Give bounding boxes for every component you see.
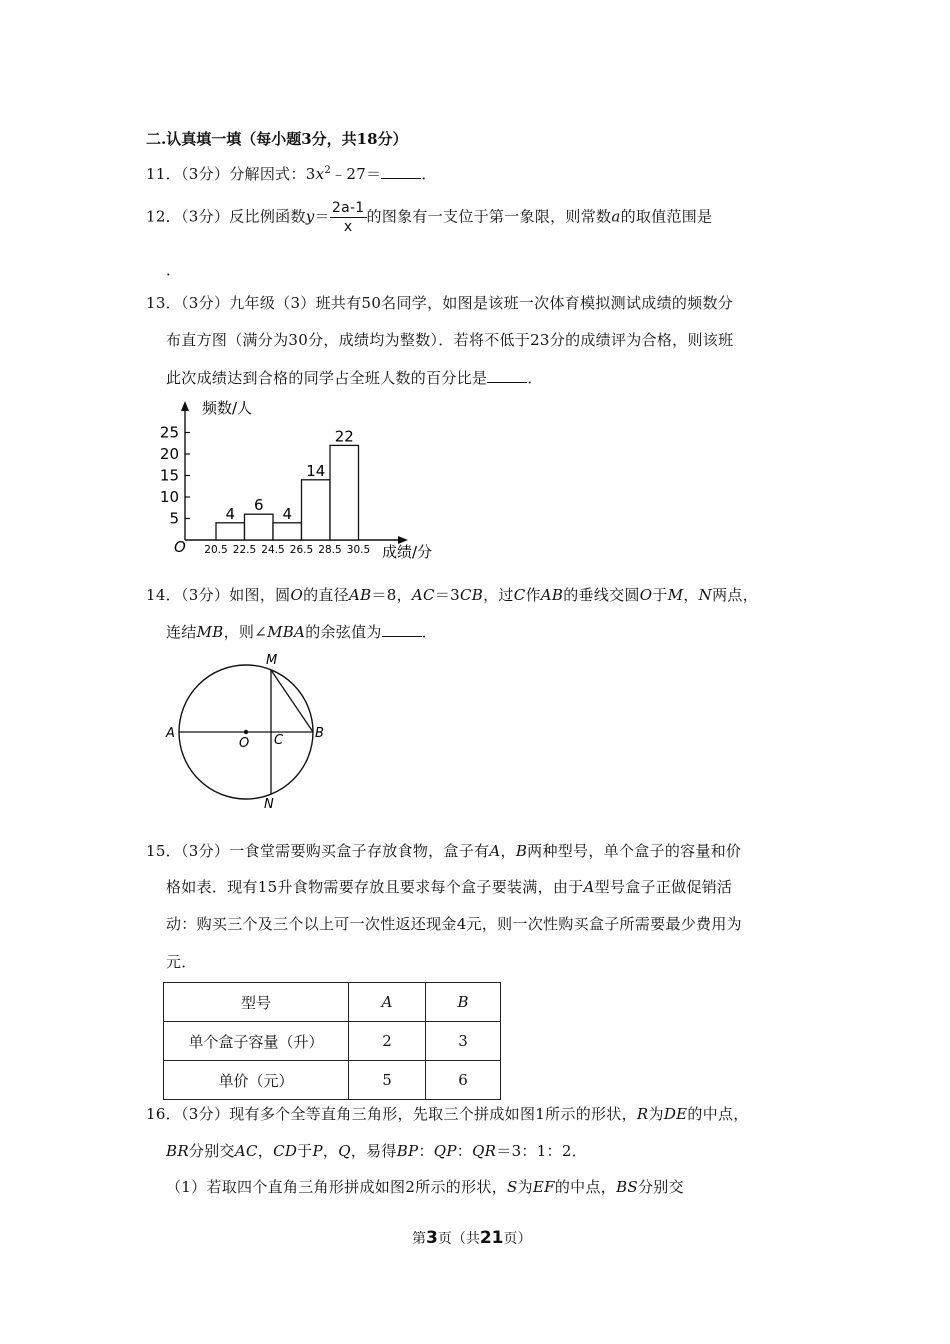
section-title: 二.认真填一填（每小题3分，共18分） xyxy=(146,130,408,148)
label-b: B xyxy=(315,726,324,741)
q14-var: O xyxy=(290,586,304,604)
table-row xyxy=(164,1022,501,1061)
segment-mb xyxy=(271,670,313,732)
q14-text: 连结 xyxy=(166,623,197,641)
q14-var: AC xyxy=(411,586,435,604)
q14-score: （3分） xyxy=(181,586,230,604)
q16-text: ，易得 xyxy=(350,1142,397,1160)
q15-var: B xyxy=(515,842,528,860)
table-header-row xyxy=(164,983,501,1022)
q11-sup: 2 xyxy=(324,165,332,176)
x-tick-label: 26.5 xyxy=(289,544,314,556)
y-tick-label: 20 xyxy=(160,445,179,463)
y-tick-label: 15 xyxy=(160,466,179,485)
footer-total-pages: 21 xyxy=(479,1228,504,1248)
q14-answer-blank[interactable] xyxy=(382,622,422,637)
y-tick-label: 25 xyxy=(160,423,179,442)
table-header-cell: 型号 xyxy=(164,983,349,1022)
page-footer xyxy=(412,1228,532,1248)
q11-score: （3分） xyxy=(181,165,230,183)
q16-var: BS xyxy=(616,1178,638,1196)
q14-text: ，则∠ xyxy=(223,623,268,641)
q16-var: BR xyxy=(166,1142,189,1160)
q14-var: N xyxy=(698,586,713,604)
question-11 xyxy=(146,163,437,184)
q14-var: MB xyxy=(196,623,224,641)
q16-text: 为 xyxy=(517,1178,533,1196)
q12-fraction xyxy=(330,199,367,236)
q15-line-1 xyxy=(146,840,741,861)
x-tick-label: 22.5 xyxy=(232,544,257,556)
origin-label: O xyxy=(174,538,186,556)
table-cell: 单价（元） xyxy=(164,1061,349,1100)
q14-text: 的余弦值为 xyxy=(305,623,382,641)
q11-number: 11． xyxy=(146,165,181,183)
label-n: N xyxy=(264,797,274,812)
q14-var: CB xyxy=(459,586,484,604)
q16-var: EF xyxy=(532,1178,555,1196)
q16-text: 现有多个全等直角三角形，先取三个拼成如图1所示的形状， xyxy=(229,1105,637,1123)
histogram-bar xyxy=(245,514,274,540)
q11-answer-blank[interactable] xyxy=(381,164,421,179)
footer-text: 第 xyxy=(412,1231,426,1247)
y-tick-label: 5 xyxy=(169,509,179,528)
table-header-cell: B xyxy=(426,983,501,1022)
q15-score: （3分） xyxy=(181,842,230,860)
q16-text: 分别交 xyxy=(637,1178,684,1196)
q16-var: Q xyxy=(338,1142,351,1160)
q12-score: （3分） xyxy=(181,207,230,226)
x-tick-label: 30.5 xyxy=(346,544,371,556)
q12-var-y: y xyxy=(305,207,315,226)
q14-text: 于 xyxy=(652,586,668,604)
label-a: A xyxy=(166,726,175,741)
histogram-chart xyxy=(160,395,450,570)
y-axis-label: 频数/人 xyxy=(202,399,253,417)
q12-text-end: 的取值范围是 xyxy=(620,207,713,226)
q12-frac-num: 2a-1 xyxy=(331,200,365,216)
q15-line-3: 动：购买三个及三个以上可一次性返还现金4元，则一次性购买盒子所需要最少费用为 xyxy=(166,915,742,933)
q16-text: （1）若取四个直角三角形拼成如图2所示的形状， xyxy=(166,1178,507,1196)
q13-line-3 xyxy=(166,367,543,388)
q13-line-1-text: 九年级（3）班共有50名同学，如图是该班一次体育模拟测试成绩的频数分 xyxy=(229,294,734,312)
q14-var: MBA xyxy=(267,623,306,641)
table-row xyxy=(164,1061,501,1100)
q16-line-1 xyxy=(146,1103,749,1124)
table-cell: 5 xyxy=(349,1061,426,1100)
q15-text: 型号盒子正做促销活 xyxy=(594,878,733,896)
x-tick-label: 20.5 xyxy=(204,544,228,556)
price-table xyxy=(163,982,501,1100)
q16-text: ： xyxy=(456,1142,473,1160)
q15-var: A xyxy=(583,878,595,896)
q12-text-pre: 反比例函数 xyxy=(229,207,306,226)
q11-text-post: ﹣27＝ xyxy=(331,165,382,183)
q15-text: 格如表．现有15升食物需要存放且要求每个盒子要装满，由于 xyxy=(166,878,584,896)
q16-text: ： xyxy=(418,1142,434,1160)
y-tick-label: 10 xyxy=(160,488,179,506)
q12-continuation: ． xyxy=(166,261,182,279)
q16-text: ， xyxy=(257,1142,274,1160)
histogram-bar xyxy=(330,445,359,540)
q16-score: （3分） xyxy=(181,1105,230,1123)
q14-text: ＝8， xyxy=(371,586,412,604)
q11-var: x xyxy=(315,165,325,183)
q11-text-pre: 分解因式：3 xyxy=(229,165,316,183)
q15-number: 15． xyxy=(146,842,181,860)
q16-text: 的中点， xyxy=(687,1105,749,1123)
q16-var: BP xyxy=(396,1142,419,1160)
q13-line-1 xyxy=(146,292,733,313)
q15-text: 两种型号，单个盒子的容量和价 xyxy=(527,842,742,860)
q16-text: 的中点， xyxy=(554,1178,617,1196)
q16-var: QP xyxy=(433,1142,457,1160)
q15-line-4: 元． xyxy=(166,953,197,971)
q16-var: CD xyxy=(273,1142,298,1160)
q12-var-a: a xyxy=(611,207,621,226)
q16-var: S xyxy=(507,1178,518,1196)
footer-text: 页（共 xyxy=(437,1231,480,1247)
q13-line-3-text: 此次成绩达到合格的同学占全班人数的百分比是 xyxy=(166,369,488,387)
q16-text: 分别交 xyxy=(188,1142,235,1160)
table-cell: 单个盒子容量（升） xyxy=(164,1022,349,1061)
q14-text: 的直径 xyxy=(303,586,349,604)
footer-text: 页） xyxy=(503,1231,532,1247)
bar-value-label: 4 xyxy=(282,504,293,523)
q14-text: 的垂线交圆 xyxy=(563,586,640,604)
q13-end: ． xyxy=(527,369,543,387)
q14-var: O xyxy=(639,586,653,604)
circle-figure xyxy=(160,648,340,813)
label-c: C xyxy=(274,733,284,748)
q14-text: ＝3 xyxy=(434,586,460,604)
label-m: M xyxy=(266,653,278,668)
q12-frac-den: x xyxy=(343,219,353,235)
q14-end: ． xyxy=(421,623,438,641)
q16-text: ， xyxy=(322,1142,339,1160)
q12-number: 12． xyxy=(146,207,181,226)
y-axis-arrow xyxy=(181,401,189,411)
q14-text: ，过 xyxy=(483,586,514,604)
q13-answer-blank[interactable] xyxy=(487,368,527,383)
q15-text: ， xyxy=(500,842,516,860)
q16-var: AC xyxy=(234,1142,258,1160)
q16-var: DE xyxy=(663,1105,688,1123)
q14-number: 14． xyxy=(146,586,181,604)
q13-number: 13． xyxy=(146,294,181,312)
q13-line-2: 布直方图（满分为30分，成绩均为整数）．若将不低于23分的成绩评为合格，则该班 xyxy=(166,331,734,349)
q14-var: M xyxy=(667,586,684,604)
q16-var: QR xyxy=(472,1142,497,1160)
bar-value-label: 22 xyxy=(334,427,354,446)
histogram-bar xyxy=(273,523,302,540)
q16-line-3 xyxy=(166,1176,684,1197)
x-tick-label: 24.5 xyxy=(261,544,285,556)
q16-line-2 xyxy=(166,1140,587,1161)
q16-var: R xyxy=(636,1105,649,1123)
q11-end: ． xyxy=(421,165,437,183)
q14-var: AB xyxy=(540,586,564,604)
question-12 xyxy=(146,199,712,236)
table-header-cell: A xyxy=(349,983,426,1022)
table-cell: 6 xyxy=(426,1061,501,1100)
table-cell: 3 xyxy=(426,1022,501,1061)
q15-var: A xyxy=(489,842,501,860)
q13-score: （3分） xyxy=(181,294,230,312)
histogram-bar xyxy=(302,480,331,540)
q15-line-2 xyxy=(166,876,732,897)
q16-number: 16． xyxy=(146,1105,181,1123)
q14-text: 两点， xyxy=(712,586,759,604)
x-tick-label: 28.5 xyxy=(318,544,342,556)
label-o: O xyxy=(239,736,250,751)
q16-text: 为 xyxy=(648,1105,664,1123)
q14-line-2 xyxy=(166,621,437,642)
q14-line-1 xyxy=(146,584,758,605)
q15-text: 一食堂需要购买盒子存放食物，盒子有 xyxy=(229,842,490,860)
q16-var: P xyxy=(312,1142,323,1160)
q12-text-post: 的图象有一支位于第一象限，则常数 xyxy=(366,207,612,226)
bar-value-label: 6 xyxy=(253,496,264,515)
q14-var: AB xyxy=(348,586,372,604)
q12-eq: ＝ xyxy=(314,207,330,226)
x-axis-label: 成绩/分 xyxy=(382,543,433,561)
q14-text: ， xyxy=(683,586,699,604)
q14-var: C xyxy=(513,586,526,604)
q16-text: 于 xyxy=(297,1142,313,1160)
center-point xyxy=(244,730,248,734)
bar-value-label: 4 xyxy=(225,504,236,523)
q14-text: 作 xyxy=(525,586,541,604)
footer-page-number: 3 xyxy=(426,1228,438,1248)
bar-value-label: 14 xyxy=(306,461,326,480)
q14-text: 如图，圆 xyxy=(229,586,291,604)
q16-text: ＝3：1：2． xyxy=(496,1142,587,1160)
histogram-bar xyxy=(216,523,245,540)
table-cell: 2 xyxy=(349,1022,426,1061)
